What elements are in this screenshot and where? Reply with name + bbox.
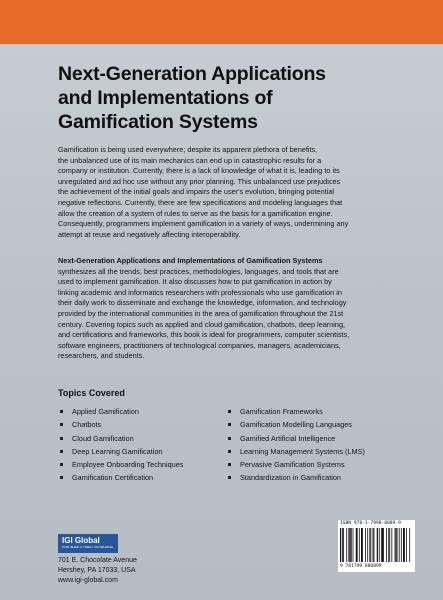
para1-line: the achievement of the initial goals and impairs the user's evolution, bringing potential [58, 187, 335, 197]
barcode-bar [374, 528, 375, 562]
barcode-bar [396, 528, 397, 562]
topics-list-left [58, 405, 183, 485]
barcode-bar [389, 528, 390, 562]
barcode-bar [369, 528, 370, 562]
barcode-bar [399, 528, 400, 562]
topic-item: Gamification Certification [58, 471, 183, 484]
barcode-bar [395, 528, 396, 562]
barcode-bar [343, 528, 344, 562]
description-paragraph-2 [58, 256, 394, 362]
barcode-bar [356, 528, 357, 562]
barcode-bar [367, 528, 368, 562]
barcode-bar [349, 528, 350, 562]
barcode-bars [340, 528, 413, 564]
barcode-bar [404, 528, 405, 562]
para2-line: synthesizes all the trends, best practices, methodologies, languages, and tools that are [58, 266, 339, 276]
description-paragraph-1 [58, 145, 394, 240]
barcode-bar [406, 528, 407, 562]
barcode-bar [401, 528, 402, 562]
topics-heading: Topics Covered [58, 388, 125, 398]
barcode-bar [365, 528, 366, 562]
topic-item: Employee Onboarding Techniques [58, 458, 183, 471]
barcode-bar [357, 528, 358, 562]
barcode-bar [353, 528, 354, 562]
igi-global-logo [58, 534, 118, 553]
barcode-bar [361, 528, 362, 562]
barcode-bar [409, 528, 410, 562]
logo-tagline: PUBLISHER of TIMELY KNOWLEDGE [62, 545, 114, 549]
barcode-bar [397, 528, 398, 562]
barcode-bar [346, 528, 347, 562]
barcode-bar [377, 528, 378, 562]
barcode-bar [373, 528, 374, 562]
barcode-bar [351, 528, 352, 562]
barcode-bar [381, 528, 382, 562]
barcode-bar [403, 528, 404, 562]
topic-item: Chatbots [58, 418, 183, 431]
para1-line: negative reflections. Currently, there are few specifications and modeling languages that [58, 197, 343, 207]
topic-item: Cloud Gamification [58, 432, 183, 445]
topic-item: Pervasive Gamification Systems [226, 458, 365, 471]
para1-line: allow the creation of a system of rules to serve as the basis for a gamification engine. [58, 208, 333, 218]
para2-line: provided by the international communities in the area of gamification throughout the 21st [58, 308, 344, 318]
para2-line: software engineers, practitioners of technological companies, managers, academicians, [58, 340, 341, 350]
topics-list-right [226, 405, 365, 485]
book-title [58, 62, 398, 134]
topic-item: Applied Gamification [58, 405, 183, 418]
barcode-bar [342, 528, 343, 562]
para2-line: their daily work to disseminate and exchange the knowledge, information, and technology [58, 298, 347, 308]
para1-line: Consequently, programmers implement gamification in a variety of ways, undermining any [58, 219, 349, 229]
address-street: 701 E. Chocolate Avenue [58, 557, 137, 564]
orange-top-band [0, 0, 443, 44]
para1-line: unregulated and ad hoc use without any prior planning. This unbalanced use prejudices [58, 176, 341, 186]
topic-item: Learning Management Systems (LMS) [226, 445, 365, 458]
topic-item: Deep Learning Gamification [58, 445, 183, 458]
para1-line: the unbalanced use of its main mechanics can end up in catastrophic results for a [58, 155, 322, 165]
barcode-bar [391, 528, 392, 562]
barcode-bar [362, 528, 363, 562]
para1-line: Gamification is being used everywhere; despite its apparent plethora of benefits, [58, 145, 318, 154]
topic-item: Standardization in Gamification [226, 471, 365, 484]
barcode-bar [348, 528, 349, 562]
para2-lead-title: Next-Generation Applications and Implementations of Gamification Systems [58, 256, 323, 265]
para2-line: linking academic and informatics researchers with professionals who use gamification in [58, 287, 342, 297]
barcode-bar [382, 528, 383, 562]
publisher-website: www.igi-global.com [58, 577, 118, 584]
publisher-address [58, 556, 137, 586]
barcode-bar [379, 528, 380, 562]
topic-item: Gamification Frameworks [226, 405, 365, 418]
para1-line: company or institution. Currently, there is a lack of knowledge of what it is, leading to its [58, 166, 340, 176]
address-city: Hershey, PA 17033, USA [58, 567, 136, 574]
para2-line: and certifications and frameworks, this book is ideal for programmers, computer scientists, [58, 330, 350, 340]
barcode-digits: 9 781799 880899 [340, 564, 382, 569]
para2-line: used to implement gamification. It also discusses how to put gamification in action by [58, 277, 332, 287]
logo-text: IGI Global [62, 536, 100, 545]
barcode-bar [370, 528, 371, 562]
barcode-bar [359, 528, 360, 562]
barcode-bar [386, 528, 387, 562]
para1-line: attempt at reuse and negatively affecting interoperability. [58, 229, 241, 239]
isbn-barcode [338, 520, 415, 572]
title-line-3: Gamification Systems [58, 111, 258, 133]
para2-line: century. Covering topics such as applied and cloud gamification, chatbots, deep learning, [58, 319, 346, 329]
title-line-2: and Implementations of [58, 87, 273, 109]
para2-line: researchers, and students. [58, 351, 145, 361]
barcode-bar [388, 528, 389, 562]
topic-item: Gamified Artificial Intelligence [226, 432, 365, 445]
barcode-bar [340, 528, 341, 562]
barcode-bar [383, 528, 384, 562]
isbn-text: ISBN 978-1-7998-8089-9 [340, 521, 401, 526]
title-line-1: Next-Generation Applications [58, 63, 326, 85]
topic-item: Gamification Modelling Languages [226, 418, 365, 431]
